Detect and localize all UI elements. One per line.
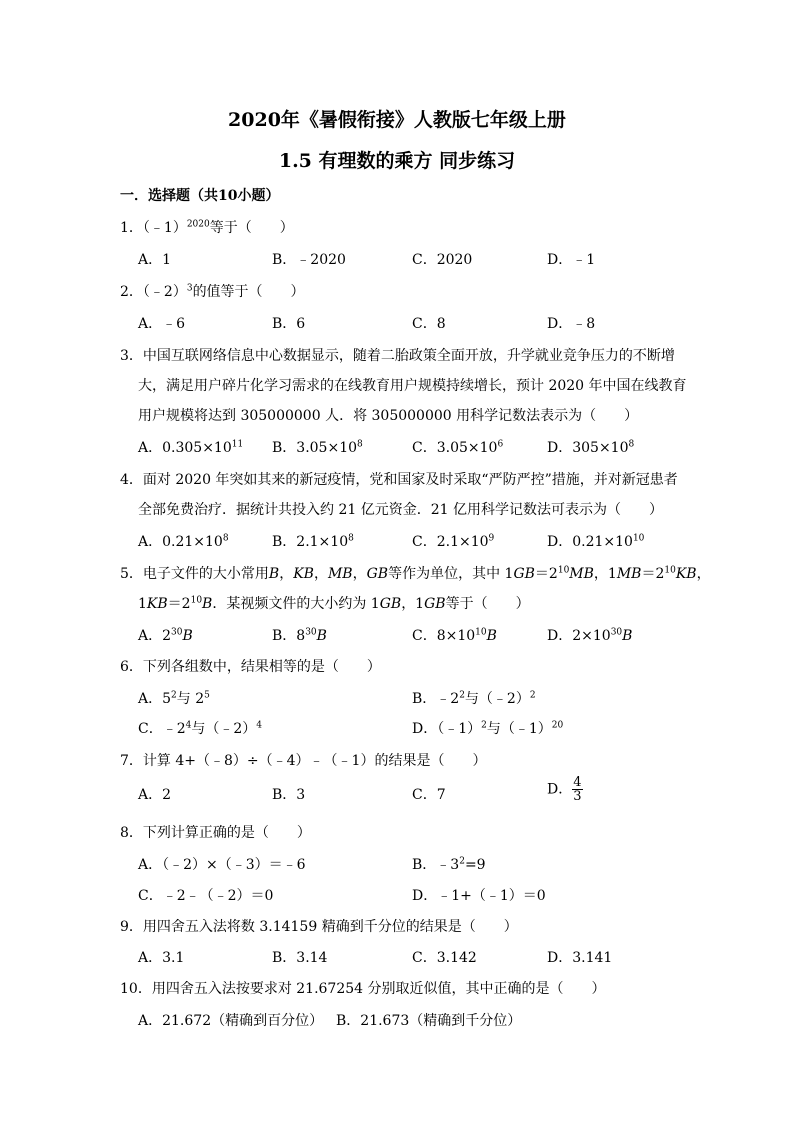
q8-option-d: D．﹣1+（﹣1）＝0 (412, 888, 546, 904)
q9-option-a: A．3.1 (138, 950, 185, 966)
question-7-stem: 7．计算 4+（﹣8）÷（﹣4）﹣（﹣1）的结果是（ ） (120, 753, 487, 769)
q1-option-c: C．2020 (412, 252, 473, 268)
question-3-line-1: 3．中国互联网络信息中心数据显示，随着二胎政策全面开放，升学就业竞争压力的不断增 (120, 348, 675, 364)
q4-option-a: A．$0.21\times 10^8$ (138, 533, 229, 550)
question-6-stem: 6．下列各组数中，结果相等的是（ ） (120, 659, 381, 675)
q8-option-a: A．（﹣2）×（﹣3）＝﹣6 (138, 857, 306, 873)
q7-option-a: A．2 (138, 787, 172, 803)
page-subtitle: 1.5 有理数的乘方 同步练习 (278, 150, 516, 172)
q5-option-c: C．$8\times 10^{10}B$ (412, 627, 497, 644)
section-heading: 一．选择题（共10小题） (120, 188, 280, 204)
q1-option-a: A．1 (138, 252, 172, 268)
q3-option-b: B．$3.05\times 10^8$ (272, 439, 363, 456)
q4-option-c: C．$2.1\times 10^9$ (412, 533, 495, 550)
q4-option-b: B．$2.1\times 10^8$ (272, 533, 354, 550)
question-9-stem: 9．用四舍五入法将数 3.14159 精确到千分位的结果是（ ） (120, 919, 518, 935)
q1-option-b: B．﹣2020 (272, 252, 346, 268)
q9-option-d: D．3.141 (547, 950, 613, 966)
q3-option-a: A．$0.305\times 10^{11}$ (138, 439, 244, 456)
q6-option-c: C．$﹣2^4$与（﹣2）$^4$ (138, 720, 263, 737)
q10-option-a: A．21.672（精确到百分位） (138, 1013, 324, 1029)
question-3-line-2: 大，满足用户碎片化学习需求的在线教育用户规模持续增长，预计 2020 年中国在线教育 (138, 378, 687, 394)
q8-option-c: C．﹣2﹣（﹣2）＝0 (138, 888, 274, 904)
question-8-stem: 8．下列计算正确的是（ ） (120, 825, 311, 841)
q2-option-b: B．6 (272, 316, 306, 332)
q2-option-d: D．﹣8 (547, 316, 596, 332)
q5-option-a: A．$2^{30}B$ (138, 627, 193, 644)
question-1-stem: 1．（﹣1）$^{2020}$等于（ ） (120, 219, 294, 236)
q2-option-c: C．8 (412, 316, 446, 332)
q10-option-b: B．21.673（精确到千分位） (336, 1013, 522, 1029)
q8-option-b: B．$﹣3^2=9$ (412, 856, 486, 873)
q3-option-c: C．$3.05\times 10^6$ (412, 439, 504, 456)
question-4-line-2: 全部免费治疗．据统计共投入约 21 亿元资金．21 亿用科学记数法可表示为（ ） (138, 502, 663, 518)
q1-option-d: D．﹣1 (547, 252, 596, 268)
question-3-line-3: 用户规模将达到 305000000 人．将 305000000 用科学记数法表示为（ ） (138, 408, 639, 424)
fraction: $\frac{4}{3}$ (573, 775, 582, 804)
q3-option-d: D．$305\times 10^8$ (547, 439, 635, 456)
q9-option-b: B．3.14 (272, 950, 328, 966)
q7-option-c: C．7 (412, 787, 446, 803)
question-5-line-1: 5．电子文件的大小常用B，KB，MB，GB等作为单位，其中 $1GB=2^{10}MB$，$1MB=2^{10}KB$， (120, 565, 711, 582)
question-4-line-1: 4．面对 2020 年突如其来的新冠疫情，党和国家及时采取“严防严控”措施，并对新冠患者 (120, 472, 678, 488)
q5-option-d: D．$2\times 10^{30}B$ (547, 627, 633, 644)
q9-option-c: C．3.142 (412, 950, 477, 966)
q7-option-b: B．3 (272, 787, 306, 803)
q5-option-b: B．$8^{30}B$ (272, 627, 327, 644)
q6-option-a: A．$5^2$与 $2^5$ (138, 690, 210, 707)
q4-option-d: D．$0.21\times 10^{10}$ (547, 533, 645, 550)
q6-option-b: B．$﹣2^2$与（﹣2）$^2$ (412, 690, 536, 707)
question-2-stem: 2．（﹣2）$^3$的值等于（ ） (120, 283, 305, 300)
page-title: 2020年《暑假衔接》人教版七年级上册 (228, 109, 566, 131)
q7-option-d: D． $\frac{4}{3}$ (547, 775, 582, 804)
q6-option-d: D．（﹣1）$^2$与（﹣1）$^{20}$ (412, 720, 564, 737)
question-5-line-2: $1KB=2^{10}B$．某视频文件的大小约为 1GB，1GB等于（ ） (138, 595, 530, 612)
q2-option-a: A．﹣6 (138, 316, 186, 332)
question-10-stem: 10．用四舍五入法按要求对 21.67254 分别取近似值，其中正确的是（ ） (120, 981, 606, 997)
